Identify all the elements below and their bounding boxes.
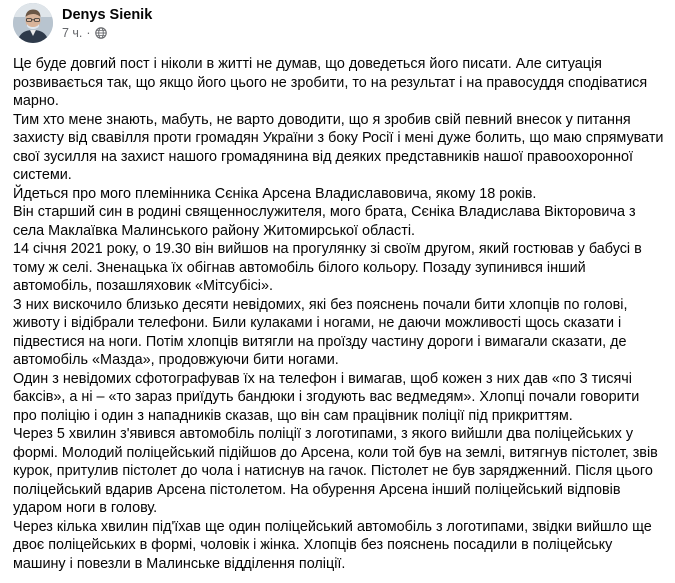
post-paragraph: 14 січня 2021 року, о 19.30 він вийшов на прогулянку зі своїм другом, який гостював у бабусі в тому ж селі. Зненацька їх обігнав автомобіль білого кольору. Позаду зупинився інший автомобіль, позашляховик «Мітсубісі». [13,241,642,294]
meta-separator: · [86,25,91,40]
globe-icon[interactable] [95,27,107,39]
post-subline [62,25,152,41]
post-paragraph: Він старший син в родині священнослужителя, мого брата, Сєніка Владислава Вікторовича з села Маклаївка Малинського району Житомирської області. [13,204,636,239]
post-paragraph: Тим хто мене знають, мабуть, не варто доводити, що я зробив свій певний внесок у питання захисту від свавілля проти громадян України з боку Росії і мені дуже болить, що маю спрямувати свої зусилля на захист нашого громадянина від деяких представників нашої правоохоронної системи. [13,111,664,183]
post-meta [62,6,152,41]
author-avatar[interactable] [13,3,53,43]
post-body [13,55,665,573]
post-paragraph: З них вискочило близько десяти невідомих, які без пояснень почали бити хлопців по голові, животу і відібрали телефони. Били кулаками і ногами, не даючи можливості щось сказати і підвестися на ноги. Потім хлопців витягли на проїзду частину дороги і вимагали сказати, де автомобіль «Мазда», продовжуючи бити ногами. [13,296,628,368]
post-header [13,3,152,43]
person-avatar-icon [13,3,53,43]
post-paragraph: Через кілька хвилин під'їхав ще один поліцейський автомобіль з логотипами, звідки вийшло ще двоє поліцейських в формі, чоловік і жінка. Хлопців без пояснень посадили в поліцейську машину і повезли в Малинське відділення поліції. [13,518,652,572]
post-paragraph: Один з невідомих сфотографував їх на телефон і вимагав, щоб кожен з них дав «по 3 тисячі баксів», а ні – «то зараз приїдуть бандюки і згодують вас ведмедям». Хлопці почали говорити про поліцію і один з нападників сказав, що він сам працівник поліції під прикриттям. [13,370,640,424]
post-timestamp[interactable]: 7 ч. [62,25,83,40]
author-name[interactable]: Denys Sienik [62,6,153,23]
post-paragraph: Це буде довгий пост і ніколи в житті не думав, що доведеться його писати. Але ситуація розвивається так, що якщо його цього не зробити, то на результат і на правосуддя сподіватися марно. [13,56,648,109]
post-paragraph: Йдеться про мого племінника Сєніка Арсена Владиславовича, якому 18 років. [13,185,537,202]
post-paragraph: Через 5 хвилин з'явився автомобіль поліції з логотипами, з якого вийшли два поліцейських у формі. Молодий поліцейський підійшов до Арсена, коли той був на землі, витягнув пістолет, звів курок, притулив пістолет до чола і натиснув на гачок. Пістолет не був зарядженний. Після цього поліцейський вдарив Арсена пістолетом. На обурення Арсена інший поліцейський відповів ударом ноги в голову. [13,426,658,516]
